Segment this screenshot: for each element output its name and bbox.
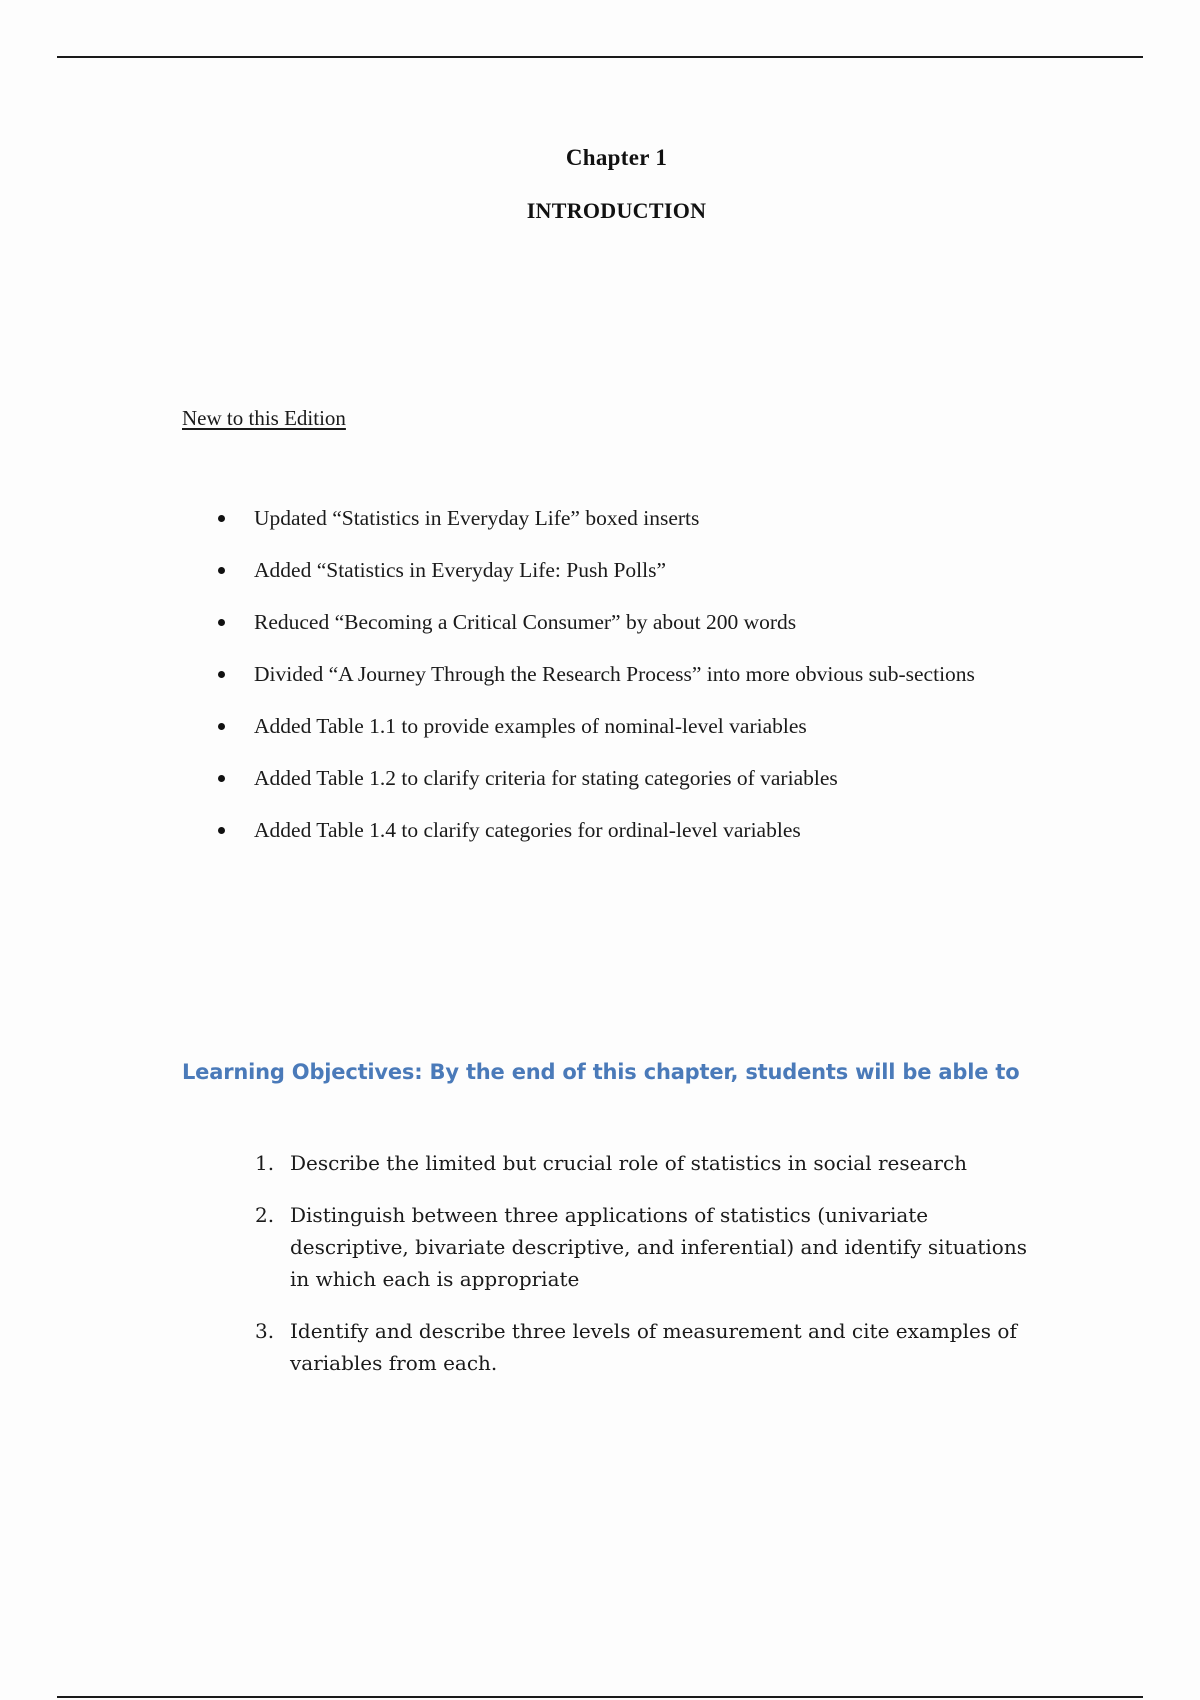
list-item-text: Added “Statistics in Everyday Life: Push Polls”	[254, 558, 667, 582]
list-item-text: Added Table 1.1 to provide examples of nominal-level variables	[254, 714, 807, 738]
objective-number: 1.	[255, 1151, 275, 1175]
list-item-text: Added Table 1.2 to clarify criteria for stating categories of variables	[254, 766, 838, 790]
objective-text: Identify and describe three levels of measurement and cite examples of variables from each.	[290, 1319, 1017, 1375]
objective-text: Describe the limited but crucial role of statistics in social research	[290, 1151, 968, 1175]
chapter-title: INTRODUCTION	[526, 198, 707, 223]
bullet-icon	[218, 567, 225, 574]
bullet-icon	[218, 775, 225, 782]
top-rule	[57, 56, 1143, 58]
list-item	[182, 659, 1022, 689]
list-item-text: Divided “A Journey Through the Research Process” into more obvious sub-sections	[254, 662, 975, 686]
objective-number: 2.	[255, 1203, 275, 1227]
new-edition-list	[182, 503, 1022, 867]
objective-item	[250, 1199, 1050, 1295]
objective-text: Distinguish between three applications of statistics (univariate descriptive, bivariate descriptive, and inferential) and identify situations in which each is appropriate	[290, 1203, 1027, 1291]
bullet-icon	[218, 619, 225, 626]
bullet-icon	[218, 671, 225, 678]
objective-item	[250, 1315, 1050, 1379]
list-item-text: Added Table 1.4 to clarify categories for ordinal-level variables	[254, 818, 801, 842]
objective-number: 3.	[255, 1319, 275, 1343]
learning-objectives-heading: Learning Objectives: By the end of this chapter, students will be able to	[182, 1060, 1020, 1084]
list-item	[182, 503, 1022, 533]
bullet-icon	[218, 827, 225, 834]
objective-item	[250, 1147, 1050, 1179]
list-item	[182, 763, 1022, 793]
list-item-text: Reduced “Becoming a Critical Consumer” by about 200 words	[254, 610, 797, 634]
learning-objectives-list	[250, 1147, 1050, 1399]
bottom-rule	[57, 1696, 1143, 1698]
list-item	[182, 815, 1022, 845]
list-item	[182, 607, 1022, 637]
list-item-text: Updated “Statistics in Everyday Life” boxed inserts	[254, 506, 700, 530]
bullet-icon	[218, 723, 225, 730]
list-item	[182, 555, 1022, 585]
list-item	[182, 711, 1022, 741]
bullet-icon	[218, 515, 225, 522]
new-edition-heading: New to this Edition	[182, 406, 346, 430]
chapter-label: Chapter 1	[565, 145, 668, 170]
